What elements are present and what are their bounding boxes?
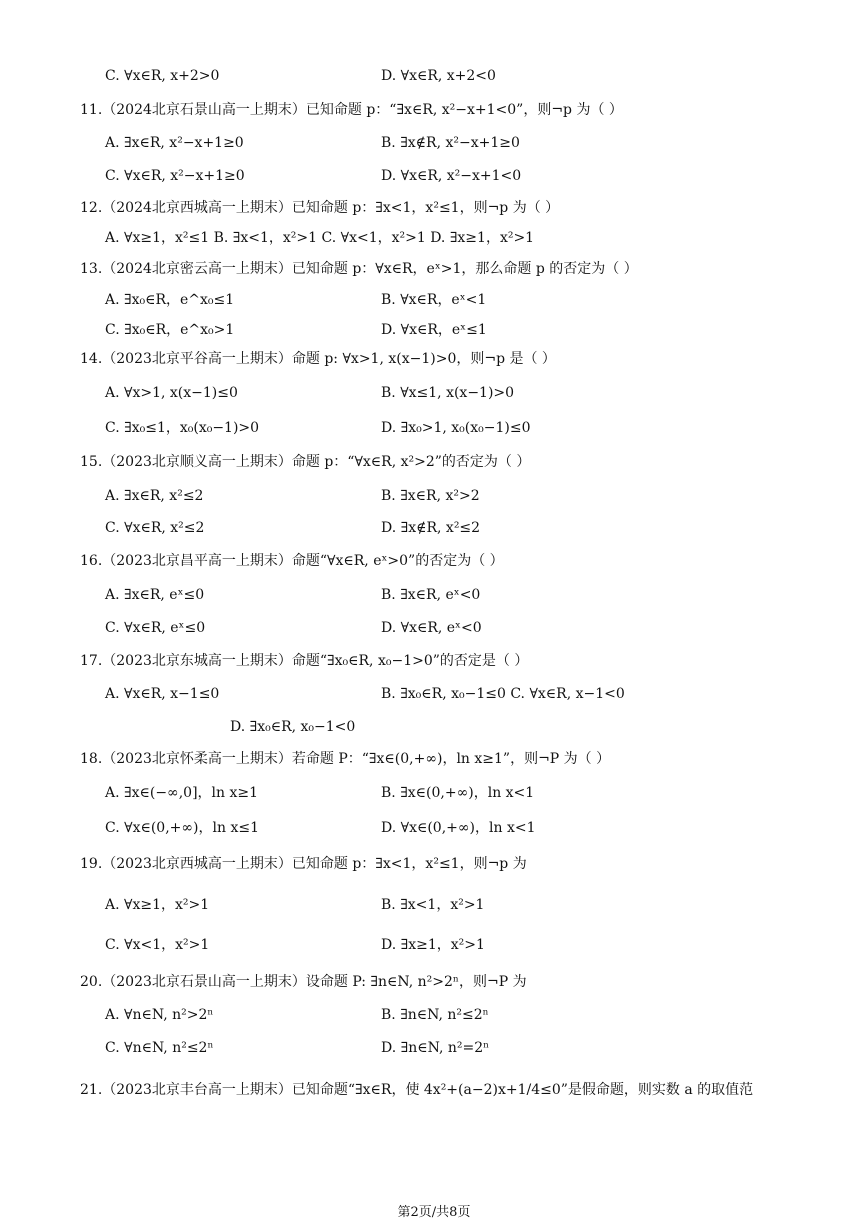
option-left: A. ∃x∈R, x²−x+1≥0 — [105, 135, 244, 151]
question-stem: 18.（2023北京怀柔高一上期末）若命题 P：“∃x∈(0,+∞)，ln x≥1”，则¬P 为（ ） — [80, 751, 611, 767]
option-right: D. ∀x∈R, eˣ<0 — [381, 620, 482, 636]
option-left: A. ∀x∈R, x−1≤0 — [105, 686, 220, 702]
option-line: D. ∃x₀∈R, x₀−1<0 — [230, 719, 356, 735]
option-right: B. ∃x<1，x²>1 — [381, 897, 485, 913]
option-right: D. ∃n∈N, n²=2ⁿ — [381, 1040, 490, 1056]
question-stem: 16.（2023北京昌平高一上期末）命题“∀x∈R, eˣ>0”的否定为（ ） — [80, 553, 504, 569]
option-left: A. ∃x∈(−∞,0]，ln x≥1 — [105, 785, 259, 801]
question-stem: 17.（2023北京东城高一上期末）命题“∃x₀∈R, x₀−1>0”的否定是（ ） — [80, 653, 529, 669]
option-right: D. ∀x∈R, x+2<0 — [381, 68, 496, 84]
option-left: A. ∀n∈N, n²>2ⁿ — [105, 1007, 214, 1023]
option-right: B. ∀x∈R，eˣ<1 — [381, 292, 487, 308]
option-left: C. ∀x∈R, eˣ≤0 — [105, 620, 206, 636]
option-right: D. ∀x∈(0,+∞)，ln x<1 — [381, 820, 536, 836]
option-right: D. ∃x≥1，x²>1 — [381, 937, 485, 953]
option-left: C. ∀x∈R, x+2>0 — [105, 68, 220, 84]
option-right: B. ∃x∈(0,+∞)，ln x<1 — [381, 785, 535, 801]
option-left: A. ∀x>1, x(x−1)≤0 — [105, 385, 238, 401]
option-left: C. ∃x₀∈R，e^x₀>1 — [105, 322, 235, 338]
option-line: A. ∀x≥1，x²≤1 B. ∃x<1，x²>1 C. ∀x<1，x²>1 D. ∃x≥1，x²>1 — [105, 230, 535, 246]
option-right: B. ∃x∈R, x²>2 — [381, 488, 480, 504]
option-right: B. ∃n∈N, n²≤2ⁿ — [381, 1007, 489, 1023]
option-left: A. ∃x₀∈R，e^x₀≤1 — [105, 292, 235, 308]
option-right: B. ∀x≤1, x(x−1)>0 — [381, 385, 515, 401]
option-left: C. ∀x∈R, x²−x+1≥0 — [105, 168, 245, 184]
option-left: A. ∀x≥1，x²>1 — [105, 897, 210, 913]
option-left: C. ∀x∈R, x²≤2 — [105, 520, 205, 536]
option-right: D. ∃x∉R, x²≤2 — [381, 520, 481, 536]
question-stem: 19.（2023北京西城高一上期末）已知命题 p：∃x<1，x²≤1，则¬p 为 — [80, 856, 527, 872]
question-stem: 12.（2024北京西城高一上期末）已知命题 p：∃x<1，x²≤1，则¬p 为（ ） — [80, 200, 560, 216]
option-right: B. ∃x∉R, x²−x+1≥0 — [381, 135, 520, 151]
option-right: B. ∃x∈R, eˣ<0 — [381, 587, 481, 603]
question-stem: 13.（2024北京密云高一上期末）已知命题 p：∀x∈R，eˣ>1，那么命题 p 的否定为（ ） — [80, 261, 638, 277]
question-stem: 20.（2023北京石景山高一上期末）设命题 P: ∃n∈N, n²>2ⁿ，则¬P 为 — [80, 974, 527, 990]
question-stem: 21.（2023北京丰台高一上期末）已知命题“∃x∈R，使 4x²+(a−2)x+1/4≤0”是假命题，则实数 a 的取值范 — [80, 1082, 754, 1098]
question-stem: 15.（2023北京顺义高一上期末）命题 p：“∀x∈R, x²>2”的否定为（ ） — [80, 454, 531, 470]
option-right: D. ∀x∈R, x²−x+1<0 — [381, 168, 522, 184]
option-left: C. ∃x₀≤1，x₀(x₀−1)>0 — [105, 420, 260, 436]
option-right: D. ∃x₀>1, x₀(x₀−1)≤0 — [381, 420, 531, 436]
question-stem: 14.（2023北京平谷高一上期末）命题 p: ∀x>1, x(x−1)>0，则¬p 是（ ） — [80, 351, 556, 367]
question-stem: 11.（2024北京石景山高一上期末）已知命题 p：“∃x∈R, x²−x+1<0”，则¬p 为（ ） — [80, 102, 623, 118]
option-right: D. ∀x∈R，eˣ≤1 — [381, 322, 487, 338]
option-right: B. ∃x₀∈R, x₀−1≤0 C. ∀x∈R, x−1<0 — [381, 686, 625, 702]
option-left: A. ∃x∈R, eˣ≤0 — [105, 587, 205, 603]
option-left: A. ∃x∈R, x²≤2 — [105, 488, 204, 504]
option-left: C. ∀x<1，x²>1 — [105, 937, 210, 953]
page-footer: 第2页/共8页 — [397, 1205, 471, 1220]
option-left: C. ∀x∈(0,+∞)，ln x≤1 — [105, 820, 259, 836]
option-left: C. ∀n∈N, n²≤2ⁿ — [105, 1040, 214, 1056]
